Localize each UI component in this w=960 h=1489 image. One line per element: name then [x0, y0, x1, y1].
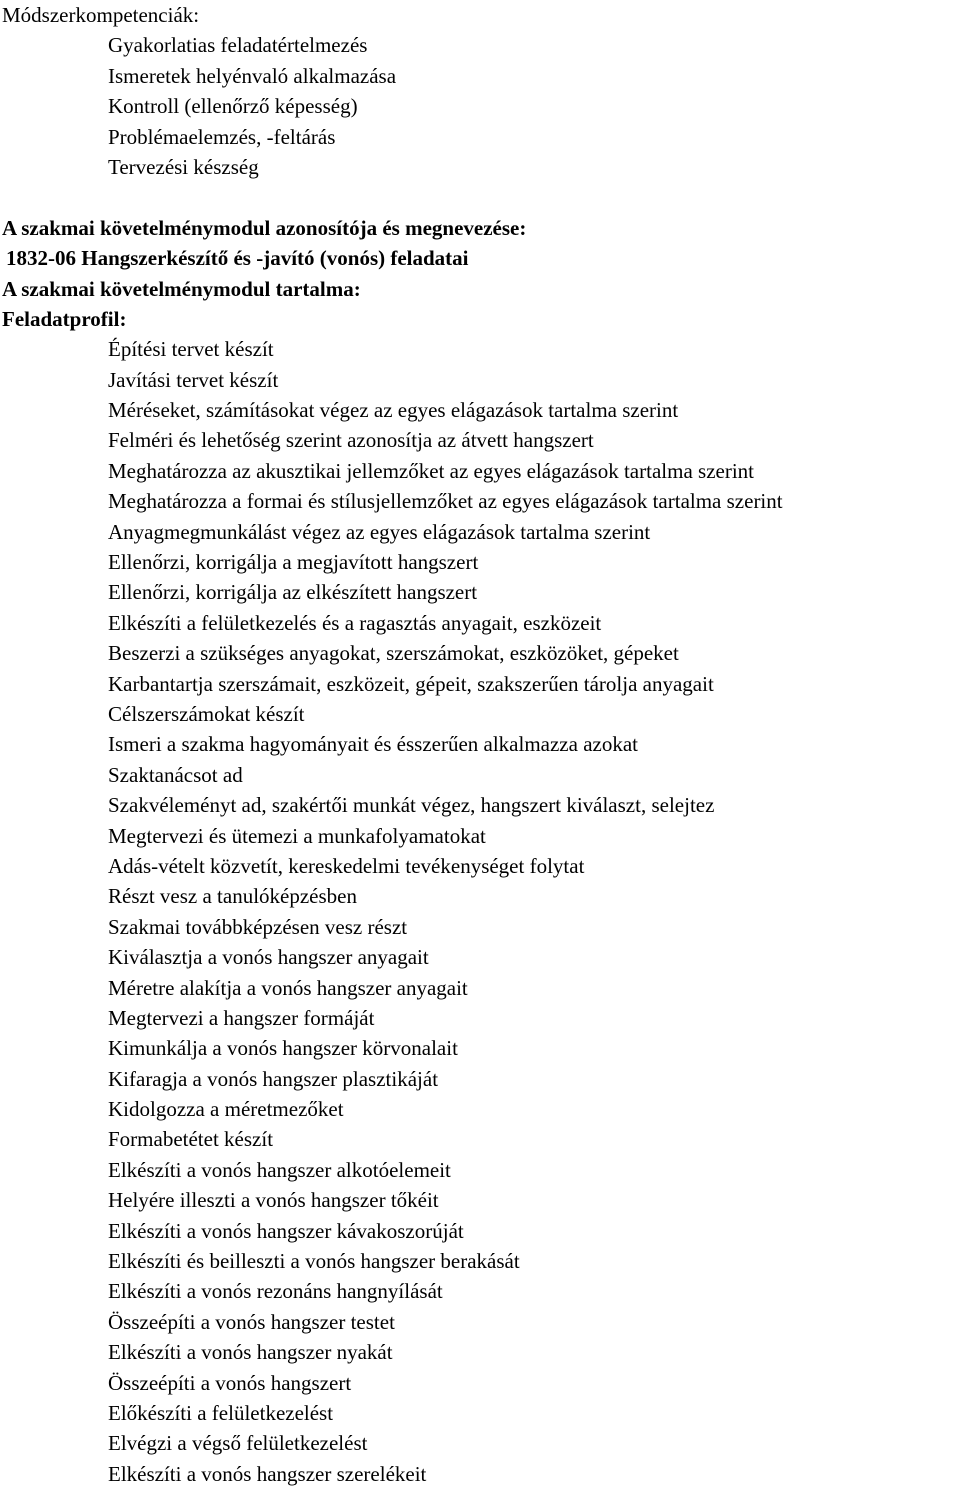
task-item: Anyagmegmunkálást végez az egyes elágazások tartalma szerint: [108, 519, 651, 544]
task-item: Kifaragja a vonós hangszer plasztikáját: [108, 1066, 439, 1091]
task-item: Meghatározza az akusztikai jellemzőket az egyes elágazások tartalma szerint: [108, 458, 754, 483]
task-item: Megtervezi és ütemezi a munkafolyamatokat: [108, 823, 486, 848]
task-item: Beszerzi a szükséges anyagokat, szerszámokat, eszközöket, gépeket: [108, 641, 679, 666]
task-item: Célszerszámokat készít: [108, 701, 305, 726]
list-item: Ismeretek helyénvaló alkalmazása: [108, 63, 397, 88]
module-id-value: 1832-06 Hangszerkészítő és -javító (vonós) feladatai: [6, 246, 469, 271]
task-item: Előkészíti a felületkezelést: [108, 1400, 334, 1425]
task-item: Formabetétet készít: [108, 1127, 274, 1152]
task-item: Ellenőrzi, korrigálja az elkészített hangszert: [108, 580, 478, 605]
list-item: Gyakorlatias feladatértelmezés: [108, 33, 368, 58]
task-item: Méretre alakítja a vonós hangszer anyagait: [108, 975, 468, 1000]
task-item: Szakvéleményt ad, szakértői munkát végez, hangszert kiválaszt, selejtez: [108, 793, 715, 818]
task-item: Meghatározza a formai és stílusjellemzőket az egyes elágazások tartalma szerint: [108, 489, 783, 514]
task-item: Kiválasztja a vonós hangszer anyagait: [108, 945, 429, 970]
task-item: Ismeri a szakma hagyományait és ésszerűen alkalmazza azokat: [108, 732, 638, 757]
list-item: Kontroll (ellenőrző képesség): [108, 94, 358, 119]
task-item: Elkészíti és beilleszti a vonós hangszer berakását: [108, 1249, 520, 1274]
task-item: Elkészíti a vonós hangszer nyakát: [108, 1340, 393, 1365]
task-item: Elkészíti a vonós hangszer kávakoszorúját: [108, 1218, 464, 1243]
task-list: [0, 334, 960, 1489]
task-item: Szakmai továbbképzésen vesz részt: [108, 914, 408, 939]
module-content-heading: A szakmai követelménymodul tartalma:: [2, 276, 361, 301]
task-item: Méréseket, számításokat végez az egyes elágazások tartalma szerint: [108, 398, 679, 423]
feladatprofil-heading: Feladatprofil:: [2, 306, 127, 331]
method-competencies-title: Módszerkompetenciák:: [2, 3, 200, 27]
task-item: Ellenőrzi, korrigálja a megjavított hangszert: [108, 550, 479, 575]
task-item: Elkészíti a felületkezelés és a ragasztás anyagait, eszközeit: [108, 610, 602, 635]
task-item: Karbantartja szerszámait, eszközeit, gépeit, szakszerűen tárolja anyagait: [108, 671, 714, 696]
task-item: Elvégzi a végső felületkezelést: [108, 1431, 368, 1456]
task-item: Részt vesz a tanulóképzésben: [108, 884, 357, 909]
task-item: Felméri és lehetőség szerint azonosítja az átvett hangszert: [108, 428, 594, 453]
task-item: Megtervezi a hangszer formáját: [108, 1005, 375, 1030]
task-item: Kimunkálja a vonós hangszer körvonalait: [108, 1036, 458, 1061]
task-item: Javítási tervet készít: [108, 367, 279, 392]
list-item: Problémaelemzés, -feltárás: [108, 124, 336, 149]
task-item: Összeépíti a vonós hangszer testet: [108, 1309, 395, 1334]
task-item: Szaktanácsot ad: [108, 762, 243, 787]
task-item: Helyére illeszti a vonós hangszer tőkéit: [108, 1188, 439, 1213]
list-item: Tervezési készség: [108, 154, 259, 179]
task-item: Elkészíti a vonós hangszer szerelékeit: [108, 1461, 427, 1486]
task-item: Adás-vételt közvetít, kereskedelmi tevékenységet folytat: [108, 853, 585, 878]
task-item: Kidolgozza a méretmezőket: [108, 1097, 344, 1122]
task-item: Építési tervet készít: [108, 337, 274, 362]
module-id-heading: A szakmai követelménymodul azonosítója és megnevezése:: [2, 215, 527, 240]
task-item: Összeépíti a vonós hangszert: [108, 1370, 352, 1395]
method-competencies-list: [0, 30, 960, 182]
task-item: Elkészíti a vonós hangszer alkotóelemeit: [108, 1157, 451, 1182]
task-item: Elkészíti a vonós rezonáns hangnyílását: [108, 1279, 443, 1304]
spacer: [0, 182, 960, 212]
